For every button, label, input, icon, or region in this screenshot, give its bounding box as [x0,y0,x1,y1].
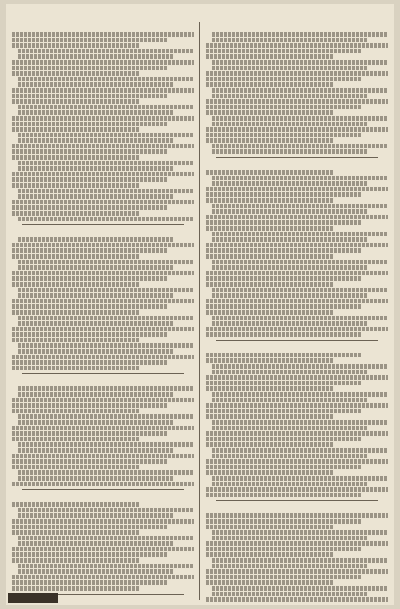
entry-line [12,43,139,48]
entry-line [206,220,361,225]
entry-line [206,332,361,337]
entry-line [18,349,173,354]
entry-line [212,38,367,43]
entry-line [206,226,333,231]
entry-line [206,414,333,419]
entry-line [206,519,361,524]
entry-line [206,215,388,220]
entry-line [212,265,367,270]
entry-line [12,454,194,459]
entry-line [206,71,388,76]
entry-line [206,513,388,518]
entry-line [12,338,139,343]
entry-line [18,420,173,425]
entry-line [12,127,139,132]
entry-line [212,586,388,591]
entry-line [18,260,194,265]
entry-line [206,49,361,54]
section-rule [22,224,184,225]
entry-line [18,77,194,82]
entry-line [206,198,333,203]
entry-line [12,465,139,470]
entry-line [18,448,173,453]
entry-line [12,155,139,160]
section-title [206,161,388,169]
entry-line [12,183,139,188]
entry-line [18,343,194,348]
entry-line [206,133,361,138]
entry-line [206,358,333,363]
entry-line [18,217,194,222]
entry-line [206,254,333,259]
entry-line [206,138,333,143]
entry-line [18,237,173,242]
entry-line [12,200,194,205]
entry-line [206,310,333,315]
entry-line [18,161,194,166]
entry-line [18,194,173,199]
entry-line [212,392,388,397]
entry-line [18,189,194,194]
entry-line [212,149,367,154]
right-column [206,22,388,602]
section-rule [216,157,378,158]
entry-line [212,564,367,569]
entry-line [212,181,367,186]
section-rule [22,373,184,374]
entry-line [12,38,167,43]
entry-line [12,519,194,524]
entry-line [206,493,361,498]
entry-line [212,94,367,99]
entry-line [18,105,194,110]
entry-line [12,332,167,337]
entry-line [206,552,333,557]
column-divider [199,22,200,600]
entry-line [212,60,388,65]
entry-line [212,482,367,487]
entry-line [212,116,388,121]
entry-line [12,144,194,149]
entry-line [18,133,194,138]
section-title [206,504,388,512]
section-title [12,228,194,236]
entry-line [12,366,139,371]
entry-line [12,271,194,276]
entry-line [212,144,388,149]
entry-line [206,470,333,475]
entry-line [212,476,388,481]
entry-line [12,360,167,365]
entry-line [212,370,367,375]
entry-line [12,547,194,552]
entry-line [206,170,333,175]
entry-line [206,248,361,253]
section-rule [216,340,378,341]
entry-line [12,149,167,154]
entry-line [18,138,173,143]
entry-line [206,437,361,442]
entry-line [212,237,367,242]
entry-line [206,409,361,414]
entry-line [18,316,194,321]
entry-line [12,94,167,99]
entry-line [12,437,139,442]
entry-line [12,355,194,360]
entry-line [12,431,167,436]
entry-line [206,304,361,309]
entry-line [12,310,139,315]
document-page [6,4,394,605]
entry-line [12,32,194,37]
entry-line [206,597,388,602]
entry-line [212,316,388,321]
entry-line [206,127,388,132]
entry-line [12,71,139,76]
entry-line [212,426,367,431]
entry-line [12,99,139,104]
entry-line [206,271,388,276]
entry-line [12,530,139,535]
entry-line [206,299,388,304]
entry-line [206,43,388,48]
section-rule [216,500,378,501]
entry-line [206,353,361,358]
entry-line [12,459,167,464]
entry-line [12,211,139,216]
section-title [206,23,388,31]
entry-line [12,88,194,93]
entry-line [206,187,388,192]
entry-line [18,54,173,59]
entry-line [12,248,167,253]
entry-line [18,49,194,54]
entry-line [212,321,367,326]
entry-line [12,66,167,71]
entry-line [212,398,367,403]
entry-line [212,66,367,71]
entry-line [206,243,388,248]
entry-line [206,442,333,447]
entry-line [206,580,333,585]
entry-line [212,232,388,237]
entry-line [212,558,388,563]
entry-line [206,327,388,332]
entry-line [12,177,167,182]
entry-line [12,558,139,563]
entry-line [12,205,167,210]
entry-line [206,465,361,470]
entry-line [206,375,388,380]
entry-line [18,265,173,270]
entry-line [206,541,388,546]
entry-line [12,575,194,580]
entry-line [12,502,139,507]
entry-line [212,420,388,425]
entry-line [212,260,388,265]
entry-line [206,459,388,464]
entry-line [212,454,367,459]
entry-line [18,476,173,481]
entry-line [212,293,367,298]
entry-line [206,431,388,436]
entry-line [206,192,361,197]
entry-line [12,254,139,259]
entry-line [18,541,173,546]
entry-line [206,403,388,408]
entry-line [212,536,367,541]
entry-line [12,525,167,530]
entry-line [18,508,194,513]
entry-line [206,77,361,82]
section-title [12,23,194,31]
entry-line [212,592,367,597]
entry-line [12,482,194,487]
entry-line [18,414,194,419]
entry-line [206,54,333,59]
entry-line [18,82,173,87]
entry-line [212,448,388,453]
entry-line [212,530,388,535]
entry-line [12,60,194,65]
entry-line [206,487,388,492]
entry-line [18,293,173,298]
entry-line [12,586,139,591]
entry-line [212,364,388,369]
entry-line [12,409,139,414]
entry-line [206,105,361,110]
entry-line [18,288,194,293]
entry-line [212,176,388,181]
entry-line [18,321,173,326]
entry-line [12,552,167,557]
entry-line [212,122,367,127]
entry-line [18,536,194,541]
entry-line [206,282,333,287]
entry-line [12,398,194,403]
entry-line [212,204,388,209]
entry-line [18,513,173,518]
entry-line [212,88,388,93]
section-rule [22,489,184,490]
entry-line [212,32,388,37]
entry-line [206,276,361,281]
entry-line [12,172,194,177]
entry-line [206,82,333,87]
entry-line [12,304,167,309]
left-column [12,22,194,602]
entry-line [12,282,139,287]
section-title [12,377,194,385]
section-title [206,344,388,352]
entry-line [18,110,173,115]
entry-line [206,569,388,574]
entry-line [12,580,167,585]
entry-line [18,569,173,574]
entry-line [12,276,167,281]
entry-line [12,403,167,408]
entry-line [206,381,361,386]
entry-line [18,564,194,569]
entry-line [12,426,194,431]
entry-line [18,470,194,475]
entry-line [12,327,194,332]
entry-line [212,209,367,214]
entry-line [12,243,194,248]
section-title [12,493,194,501]
entry-line [18,166,173,171]
entry-line [18,392,173,397]
entry-line [206,99,388,104]
entry-line [206,575,361,580]
entry-line [18,442,194,447]
entry-line [18,386,194,391]
entry-line [12,116,194,121]
library-stamp-logo [8,593,58,603]
entry-line [206,547,361,552]
entry-line [206,110,333,115]
entry-line [212,288,388,293]
entry-line [12,122,167,127]
entry-line [12,299,194,304]
entry-line [206,386,333,391]
entry-line [206,525,333,530]
